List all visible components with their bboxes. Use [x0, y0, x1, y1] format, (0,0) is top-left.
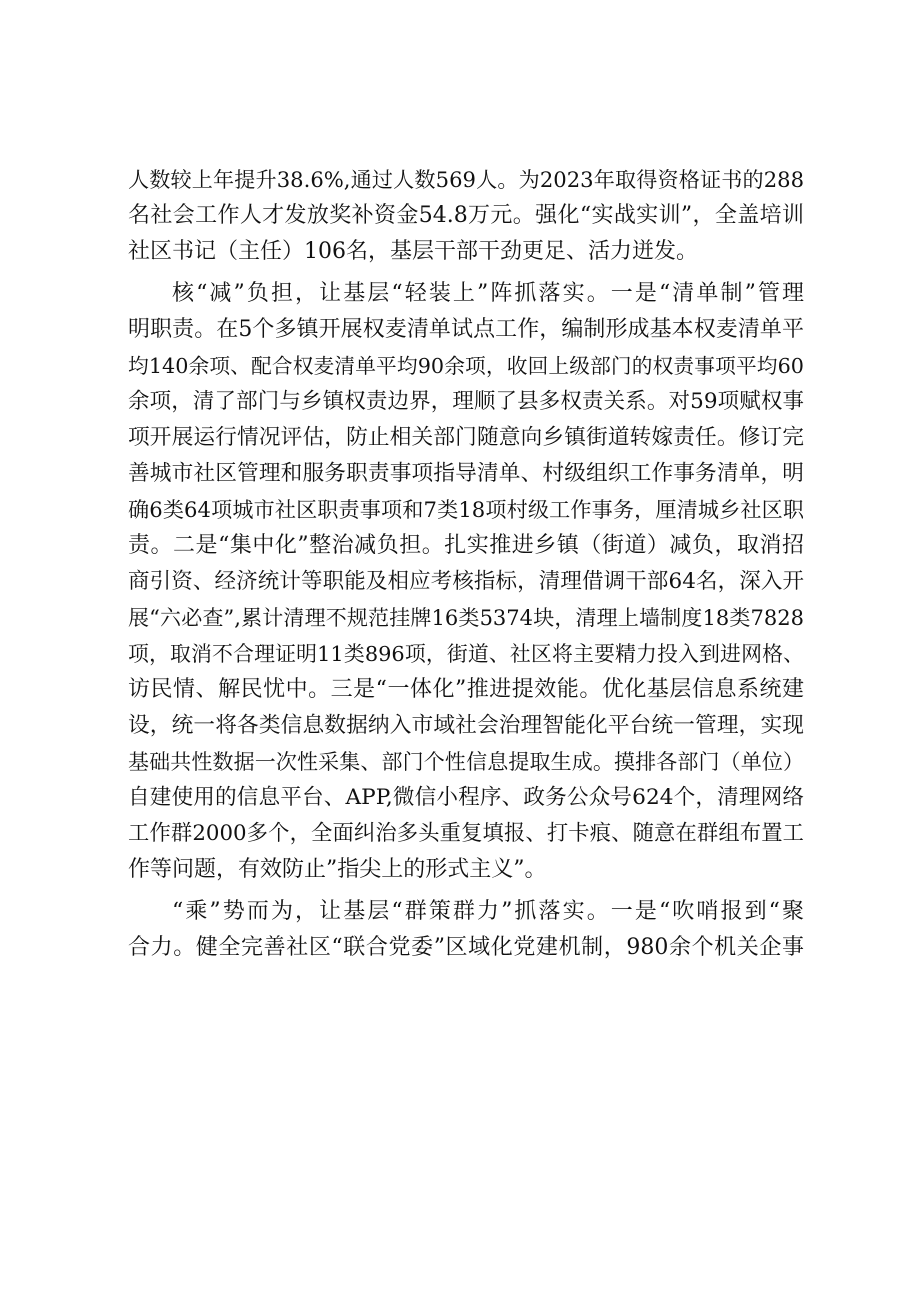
text-line: 基础共性数据一次性采集、部门个性信息提取生成。摸排各部门（单位） — [128, 749, 804, 774]
text-line: 名社会工作人才发放奖补资金54.8万元。强化“实战实训”，全盖培训 — [128, 203, 804, 228]
text-line: “乘”势而为，让基层“群策群力”抓落实。一是“吹哨报到“聚 — [172, 899, 804, 924]
text-line: 项开展运行情况评估，防止相关部门随意向乡镇街道转嫁责任。修订完 — [128, 425, 804, 450]
text-line: 人数较上年提升38.6%,通过人数569人。为2023年取得资格证书的288 — [128, 167, 804, 192]
text-line: 责。二是“集中化”整治减负担。扎实推进乡镇（街道）减负，取消招 — [128, 533, 804, 558]
text-line: 工作群2000多个，全面纠治多头重复填报、打卡痕、随意在群组布置工 — [128, 821, 804, 846]
text-line: 社区书记（主任）106名，基层干部干劲更足、活力迸发。 — [128, 239, 698, 264]
text-line: 善城市社区管理和服务职责事项指导清单、村级组织工作事务清单，明 — [128, 461, 804, 486]
text-line: 设，统一将各类信息数据纳入市域社会治理智能化平台统一管理，实现 — [128, 713, 804, 738]
text-line: 余项，清了部门与乡镇权责边界，理顺了县多权责关系。对59项赋权事 — [128, 389, 804, 414]
body-text — [128, 162, 804, 966]
text-line: 自建使用的信息平台、APP,微信小程序、政务公众号624个，清理网络 — [128, 785, 804, 810]
paragraph-3 — [128, 894, 804, 966]
paragraph-1 — [128, 162, 804, 270]
paragraph-2 — [128, 276, 804, 888]
text-line: 均140余项、配合权麦清单平均90余项，收回上级部门的权责事项平均60 — [128, 354, 804, 378]
text-line: 合力。健全完善社区“联合党委”区域化党建机制，980余个机关企事 — [128, 935, 804, 960]
text-line: 项，取消不合理证明11类896项，街道、社区将主要精力投入到进网格、 — [128, 642, 804, 666]
text-line: 商引资、经济统计等职能及相应考核指标，清理借调干部64名，深入开 — [128, 569, 804, 594]
text-line: 核“减”负担，让基层“轻装上”阵抓落实。一是“清单制”管理 — [172, 281, 804, 306]
text-line: 作等问题，有效防止”指尖上的形式主义”。 — [128, 857, 547, 882]
text-line: 访民情、解民忧中。三是“一体化”推进提效能。优化基层信息系统建 — [128, 677, 804, 702]
text-line: 展“六必查”,累计清理不规范挂牌16类5374块，清理上墙制度18类7828 — [128, 605, 804, 630]
text-line: 明职责。在5个多镇开展权麦清单试点工作，编制形成基本权麦清单平 — [128, 317, 804, 342]
text-line: 确6类64项城市社区职责事项和7类18项村级工作事务，厘清城乡社区职 — [128, 497, 804, 522]
